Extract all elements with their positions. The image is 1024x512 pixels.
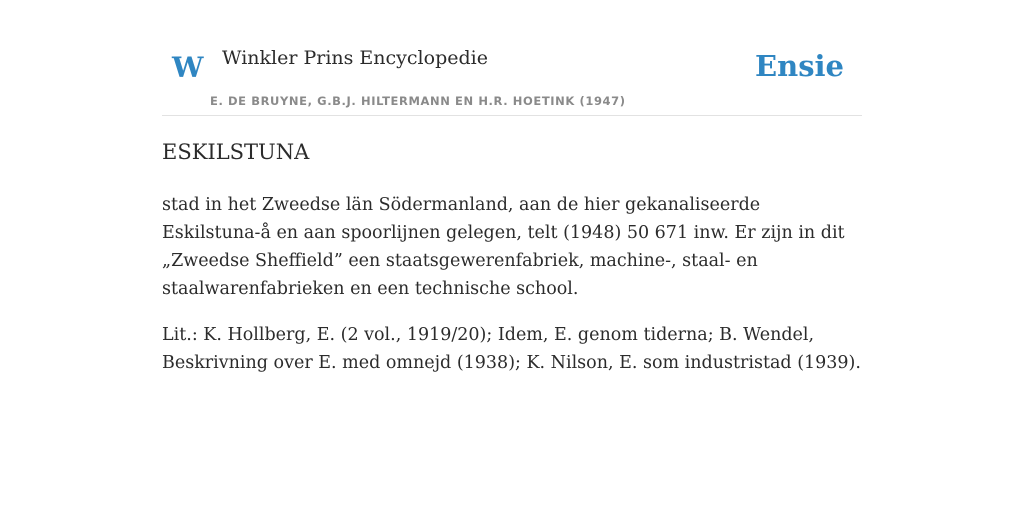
site-header <box>162 40 862 116</box>
literature-paragraph: Lit.: K. Hollberg, E. (2 vol., 1919/20); Idem, E. genom tiderna; B. Wendel, Beskrivning over E. med omnejd (1938); K. Nilson, E. som industristad (1939). <box>162 325 861 373</box>
winkler-prins-logo[interactable]: W <box>172 51 204 84</box>
article-paragraph: stad in het Zweedse län Södermanland, aan de hier gekanaliseerde Eskilstuna-å en aan spoorlijnen gelegen, telt (1948) 50 671 inw. Er zijn in dit „Zweedse Sheffield” een staatsgewerenfabriek, machine-, staal- en staalwarenfabrieken en een technische school. <box>162 195 845 299</box>
authors-line: E. DE BRUYNE, G.B.J. HILTERMANN EN H.R. HOETINK (1947) <box>210 94 626 108</box>
site-title[interactable]: Winkler Prins Encyclopedie <box>222 47 488 69</box>
article-headword: ESKILSTUNA <box>162 140 310 164</box>
ensie-logo[interactable]: Ensie <box>755 49 844 83</box>
article-body <box>162 191 862 395</box>
